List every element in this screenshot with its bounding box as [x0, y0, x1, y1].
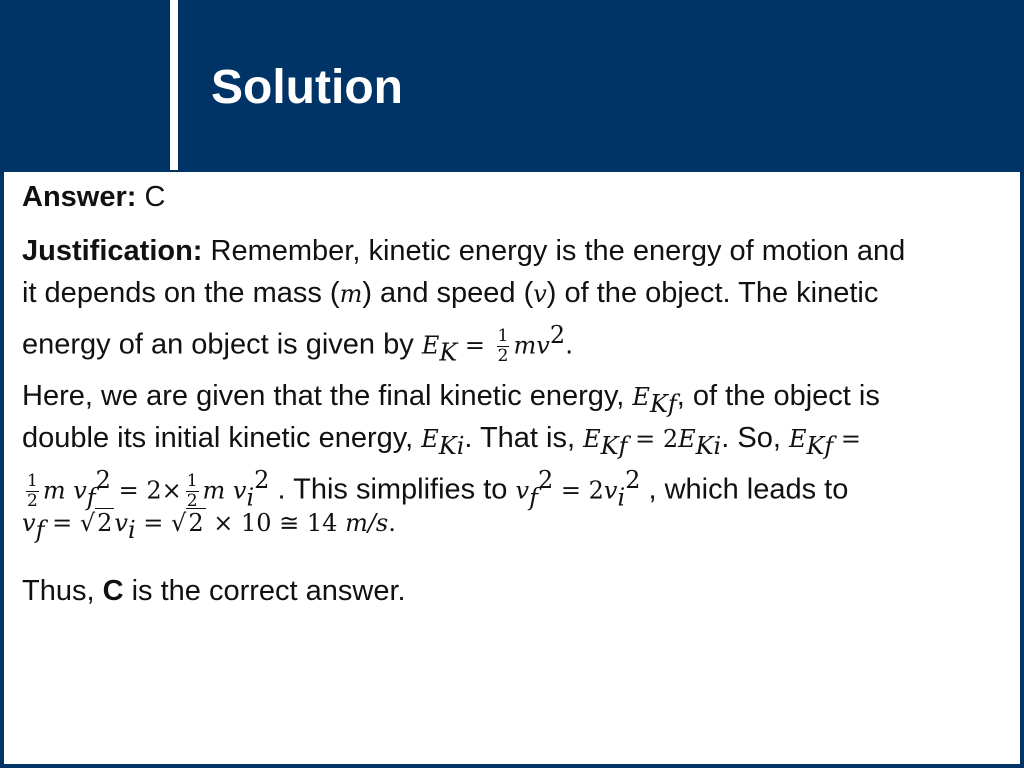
justification-text-2b: ) and speed ( [362, 277, 534, 309]
ek-symbol: E [421, 331, 440, 360]
ek-subscript: K [439, 338, 458, 367]
ekf-subscript-2: Kf [600, 431, 628, 460]
conclusion-text-a: Thus, [22, 575, 103, 607]
derivation-text-2b: . That is, [464, 422, 584, 454]
mv-symbol: mv [513, 331, 550, 360]
answer-line [22, 178, 165, 216]
times-ten-approx: × 10 ≅ 14 [205, 509, 346, 537]
header-band [0, 0, 1024, 170]
derivation-text-1b: , of the object is [676, 380, 880, 412]
mass-symbol: m [339, 280, 363, 308]
derivation-text-1a: Here, we are given that the final kinetic energy, [22, 380, 633, 412]
derivation-paragraph [22, 377, 1002, 545]
page-title: Solution [211, 61, 403, 114]
justification-paragraph [22, 232, 1002, 367]
vf-square-2: 2 [537, 466, 554, 494]
justification-label: Justification: [22, 235, 203, 267]
header-accent-bar [170, 0, 178, 170]
vf-subscript-3: f [35, 515, 45, 544]
derivation-text-2a: double its initial kinetic energy, [22, 422, 422, 454]
ekf-symbol-2: E [583, 425, 601, 453]
equals-sign-4: = [135, 509, 172, 537]
answer-label: Answer: [22, 181, 137, 213]
square-exponent: 2 [549, 321, 566, 349]
vf-subscript-2: f [529, 483, 538, 512]
one-half-fraction-3: $\frac{1}{2}$ [186, 470, 198, 511]
one-half-fraction: $\frac{1}{2}$ [497, 325, 509, 366]
answer-value: C [144, 181, 166, 213]
vf-subscript: f [86, 483, 96, 512]
justification-text-2a: it depends on the mass ( [22, 277, 340, 309]
justification-text-3a: energy of an object is given by [22, 328, 422, 361]
equals-sign: = [457, 331, 493, 360]
derivation-text-2d: . So, [721, 422, 789, 454]
justification-text-3b: . [565, 328, 574, 361]
vf-square: 2 [95, 466, 111, 494]
vf-symbol: v [515, 476, 530, 505]
content-panel [4, 172, 1020, 764]
equals-two-times: = 2× [110, 476, 182, 505]
ekf-subscript: Kf [649, 389, 677, 418]
justification-text-1: Remember, kinetic energy is the energy of motion and [210, 235, 906, 267]
vi-square-2: 2 [625, 466, 641, 494]
equals-two: = 2 [627, 425, 679, 453]
equals-sign-2: = [833, 425, 862, 453]
justification-text-2c: ) of the object. The kinetic [546, 277, 879, 309]
vf-symbol-2: v [22, 509, 36, 537]
vi-square: 2 [254, 466, 270, 494]
vi-symbol: v [603, 476, 618, 505]
sqrt-two-2: √2 [171, 509, 204, 537]
derivation-text-3b: , which leads to [640, 473, 849, 506]
eki-subscript-2: Ki [695, 431, 722, 460]
ekf-subscript-3: Kf [806, 431, 834, 460]
end-period: . [388, 509, 396, 537]
vi-symbol-2: v [114, 509, 128, 537]
one-half-fraction-2: $\frac{1}{2}$ [27, 470, 38, 511]
m-vi-symbol: m v [202, 476, 247, 505]
eki-symbol: E [421, 425, 439, 453]
derivation-text-3a: . This simplifies to [269, 473, 516, 506]
ekf-symbol-3: E [788, 425, 807, 453]
equals-two-2: = 2 [553, 476, 604, 505]
eki-subscript: Ki [438, 431, 465, 460]
vi-subscript-2: i [617, 483, 626, 512]
ekf-symbol: E [632, 383, 650, 411]
equals-sign-3: = [44, 509, 80, 537]
conclusion-text-c: is the correct answer. [123, 575, 406, 607]
speed-symbol: v [533, 280, 547, 308]
conclusion-line [22, 572, 406, 610]
vi-subscript-3: i [127, 515, 136, 544]
sqrt-two: √2 [79, 509, 113, 537]
eki-symbol-2: E [678, 425, 696, 453]
m-vf-symbol: m v [42, 476, 87, 505]
vi-subscript: i [246, 483, 255, 512]
unit-ms: m/s [345, 509, 389, 537]
conclusion-answer: C [102, 575, 124, 607]
